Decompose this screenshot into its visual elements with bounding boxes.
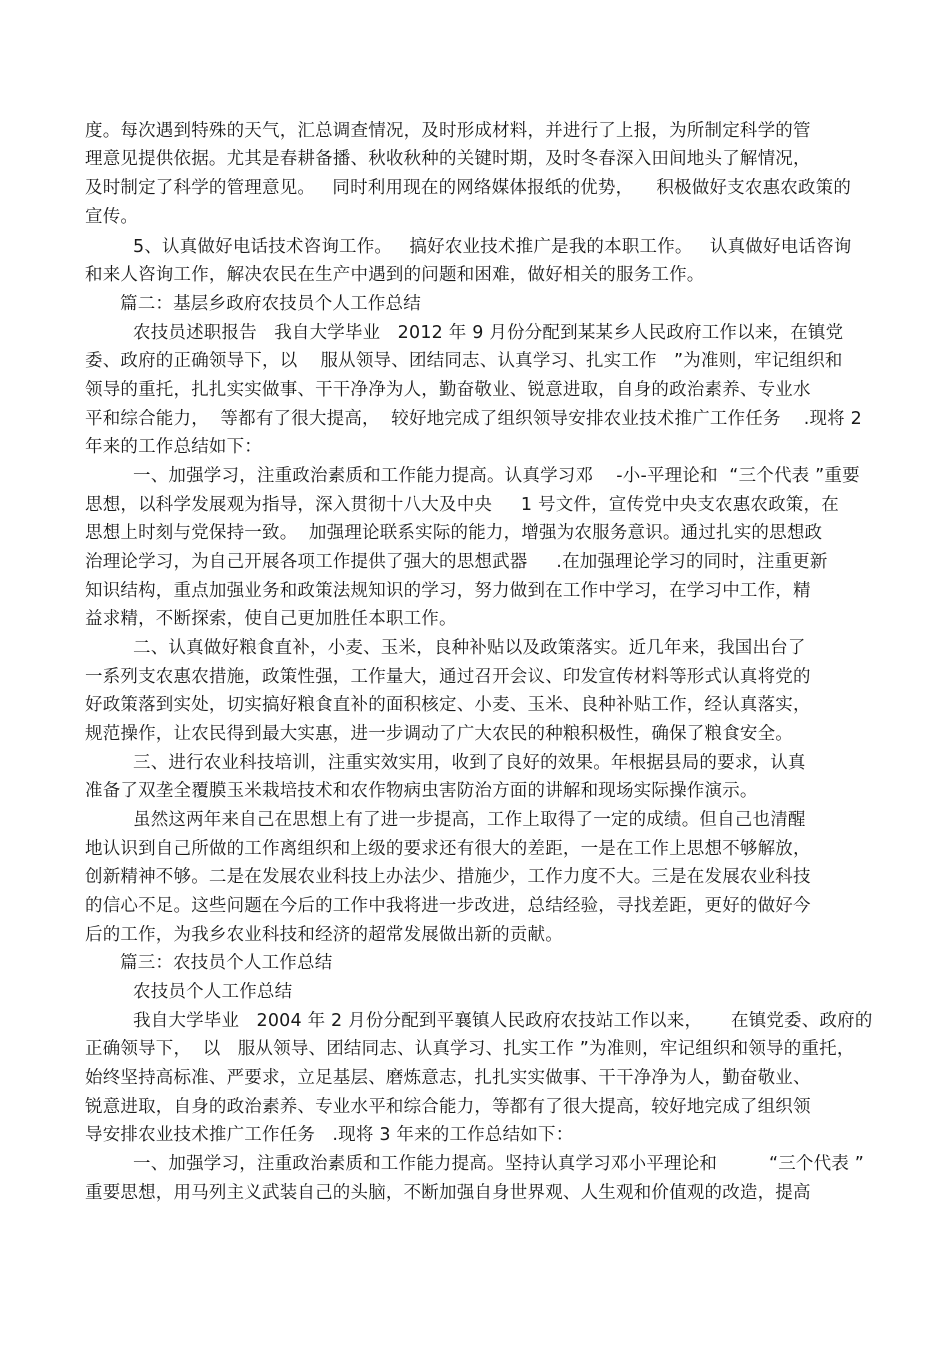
text-line: 益求精，不断探索，使自己更加胜任本职工作。 (85, 609, 457, 629)
text-line: 治理论学习，为自己开展各项工作提供了强大的思想武器 .在加强理论学习的同时，注重更新 (85, 552, 828, 572)
text-line: 后的工作，为我乡农业科技和经济的超常发展做出新的贡献。 (85, 925, 563, 945)
text-line: 始终坚持高标准、严要求，立足基层、磨炼意志，扎扎实实做事、干干净净为人，勤奋敬业、 (85, 1068, 811, 1088)
text-line: 一系列支农惠农措施，政策性强，工作量大，通过召开会议、印发宣传材料等形式认真将党的 (85, 667, 811, 687)
text-line: 的信心不足。这些问题在今后的工作中我将进一步改进，总结经验，寻找差距，更好的做好今 (85, 896, 811, 916)
text-line: 地认识到自己所做的工作离组织和上级的要求还有很大的差距，一是在工作上思想不够解放， (85, 839, 811, 859)
text-line: 宣传。 (85, 207, 139, 227)
text-line: 正确领导下， 以 服从领导、团结同志、认真学习、扎实工作 ”为准则，牢记组织和领导的重托， (85, 1039, 855, 1059)
text-line: 好政策落到实处，切实搞好粮食直补的面积核定、小麦、玉米、良种补贴工作，经认真落实， (85, 695, 811, 715)
text-line: 农技员述职报告 我自大学毕业 2012 年 9 月份分配到某某乡人民政府工作以来，在镇党 (133, 323, 844, 343)
text-line: 5、认真做好电话技术咨询工作。 搞好农业技术推广是我的本职工作。 认真做好电话咨询 (133, 237, 852, 257)
text-line: 准备了双垄全覆膜玉米栽培技术和农作物病虫害防治方面的讲解和现场实际操作演示。 (85, 781, 758, 801)
text-line: 知识结构，重点加强业务和政策法规知识的学习，努力做到在工作中学习，在学习中工作，精 (85, 581, 811, 601)
text-line: 思想上时刻与党保持一致。 加强理论联系实际的能力，增强为农服务意识。通过扎实的思想政 (85, 523, 823, 543)
text-line: 二、认真做好粮食直补，小麦、玉米，良种补贴以及政策落实。近几年来，我国出台了 (133, 638, 806, 658)
text-line: 重要思想，用马列主义武装自己的头脑，不断加强自身世界观、人生观和价值观的改造，提高 (85, 1183, 811, 1203)
text-line: 一、加强学习，注重政治素质和工作能力提高。认真学习邓 -小-平理论和 “三个代表 ”重要 (133, 466, 860, 486)
section-heading: 篇三：农技员个人工作总结 (120, 953, 333, 973)
text-line: 委、政府的正确领导下，以 服从领导、团结同志、认真学习、扎实工作 ”为准则，牢记组织和 (85, 351, 843, 371)
text-line: 思想，以科学发展观为指导，深入贯彻十八大及中央 1 号文件，宣传党中央支农惠农政策，在 (85, 495, 839, 515)
text-line: 年来的工作总结如下： (85, 437, 262, 457)
text-line: 规范操作，让农民得到最大实惠，进一步调动了广大农民的种粮积极性，确保了粮食安全。 (85, 724, 793, 744)
text-line: 一、加强学习，注重政治素质和工作能力提高。坚持认真学习邓小平理论和 “三个代表 ” (133, 1154, 865, 1174)
text-line: 创新精神不够。二是在发展农业科技上办法少、措施少，工作力度不大。三是在发展农业科技 (85, 867, 811, 887)
text-line: 导安排农业技术推广工作任务 .现将 3 年来的工作总结如下： (85, 1125, 574, 1145)
text-line: 农技员个人工作总结 (133, 982, 293, 1002)
text-line: 三、进行农业科技培训，注重实效实用，收到了良好的效果。年根据县局的要求，认真 (133, 753, 806, 773)
text-line: 理意见提供依据。尤其是春耕备播、秋收秋种的关键时期，及时冬春深入田间地头了解情况， (85, 149, 811, 169)
text-line: 度。每次遇到特殊的天气，汇总调查情况，及时形成材料，并进行了上报，为所制定科学的管 (85, 121, 811, 141)
text-line: 及时制定了科学的管理意见。 同时利用现在的网络媒体报纸的优势， 积极做好支农惠农政策的 (85, 178, 852, 198)
text-line: 和来人咨询工作，解决农民在生产中遇到的问题和困难，做好相关的服务工作。 (85, 265, 705, 285)
text-line: 我自大学毕业 2004 年 2 月份分配到平襄镇人民政府农技站工作以来， 在镇党委、政府的 (133, 1011, 873, 1031)
text-line: 平和综合能力， 等都有了很大提高， 较好地完成了组织领导安排农业技术推广工作任务 .现将 2 (85, 409, 862, 429)
text-line: 领导的重托，扎扎实实做事、干干净净为人，勤奋敬业、锐意进取，自身的政治素养、专业水 (85, 380, 811, 400)
text-line: 锐意进取，自身的政治素养、专业水平和综合能力，等都有了很大提高，较好地完成了组织领 (85, 1097, 811, 1117)
section-heading: 篇二：基层乡政府农技员个人工作总结 (120, 294, 421, 314)
text-line: 虽然这两年来自己在思想上有了进一步提高，工作上取得了一定的成绩。但自己也清醒 (133, 810, 806, 830)
